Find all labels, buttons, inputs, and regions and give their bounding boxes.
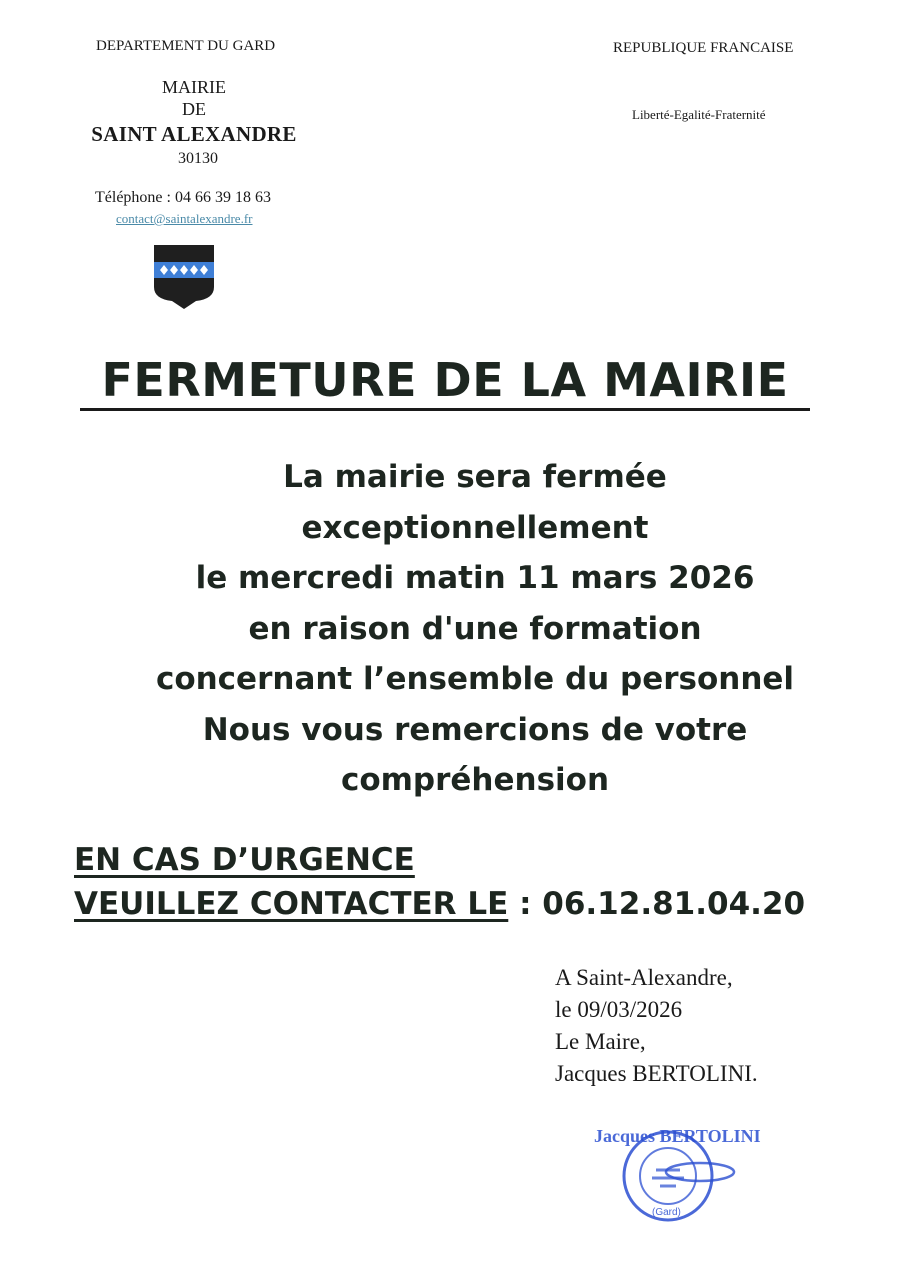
notice-line: La mairie sera fermée — [283, 459, 667, 495]
devise-label: Liberté-Egalité-Fraternité — [632, 107, 766, 122]
mairie-label: MAIRIE — [162, 77, 226, 97]
republique-label: REPUBLIQUE FRANCAISE — [613, 40, 794, 56]
urgence-phone[interactable]: 06.12.81.04.20 — [542, 886, 806, 922]
signature-date: le 09/03/2026 — [555, 997, 683, 1022]
urgence-separator: : — [508, 886, 543, 922]
official-stamp — [590, 1118, 790, 1228]
signature-block — [555, 962, 758, 1090]
notice-body — [100, 452, 850, 806]
signature-role: Le Maire, — [555, 1029, 646, 1054]
notice-line: concernant l’ensemble du personnel — [155, 661, 795, 697]
commune-name: SAINT ALEXANDRE — [91, 122, 297, 146]
departement-label: DEPARTEMENT DU GARD — [96, 38, 276, 54]
notice-line: exceptionnellement — [301, 509, 649, 546]
stamp-name-text: Jacques BERTOLINI — [594, 1126, 761, 1146]
notice-line: compréhension — [340, 762, 610, 798]
notice-line: le mercredi matin 11 mars 2026 — [195, 560, 755, 596]
postal-code: 30130 — [178, 150, 218, 167]
telephone-line: Téléphone : 04 66 39 18 63 — [95, 189, 271, 206]
urgence-contact-label: VEUILLEZ CONTACTER LE — [74, 886, 509, 922]
notice-line: en raison d'une formation — [248, 610, 702, 647]
urgence-block — [74, 838, 805, 926]
mairie-block — [74, 76, 314, 170]
signature-place: A Saint-Alexandre, — [555, 965, 733, 990]
notice-title: FERMETURE DE LA MAIRIE — [80, 352, 810, 411]
notice-line: Nous vous remercions de votre — [202, 711, 748, 748]
stamp-dept-text: (Gard) — [652, 1207, 681, 1218]
email-link[interactable]: contact@saintalexandre.fr — [116, 211, 253, 226]
urgence-heading: EN CAS D’URGENCE — [74, 842, 415, 878]
signature-name: Jacques BERTOLINI. — [555, 1061, 758, 1086]
de-label: DE — [182, 99, 206, 119]
crest-icon — [152, 243, 216, 311]
